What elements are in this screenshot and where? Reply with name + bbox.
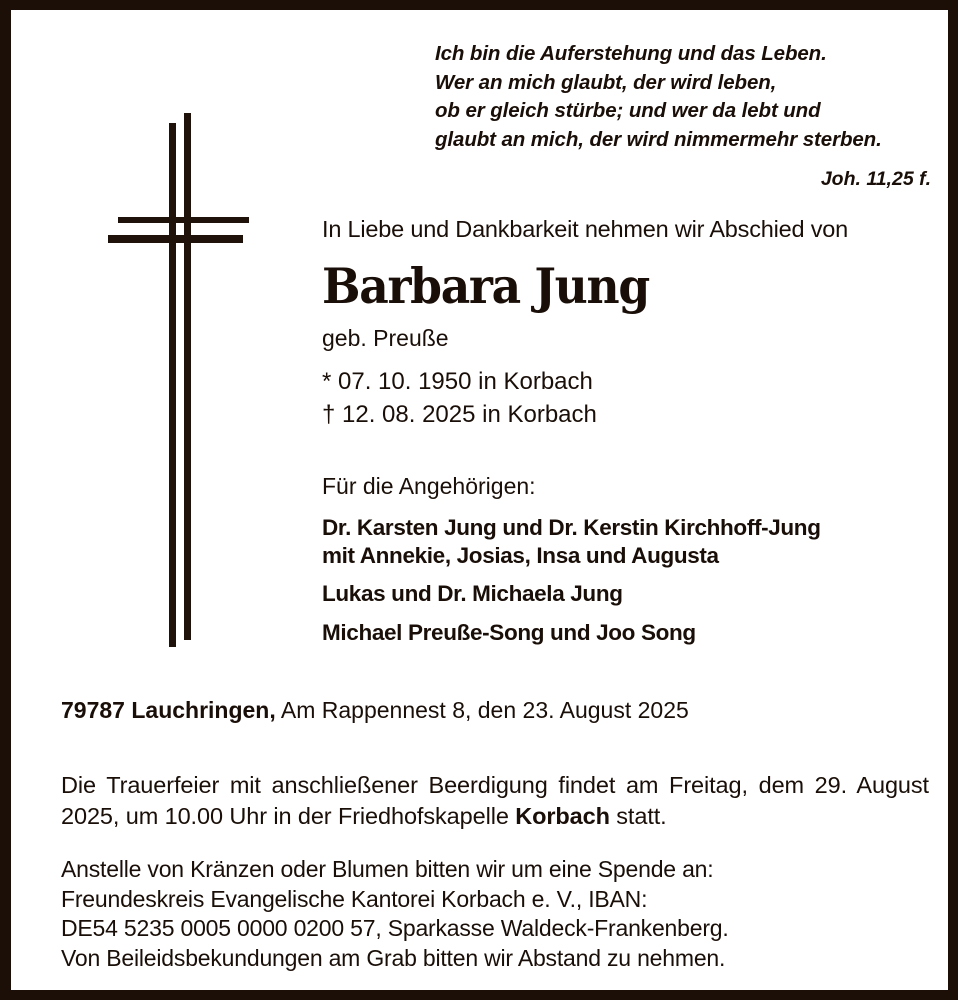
- survivors-list: [322, 514, 922, 646]
- farewell-intro: In Liebe und Dankbarkeit nehmen wir Abschied von: [322, 216, 849, 242]
- donation-line: Von Beileidsbekundungen am Grab bitten wir Abstand zu nehmen.: [61, 944, 726, 971]
- deceased-name: Barbara Jung: [322, 257, 649, 315]
- survivor-line: mit Annekie, Josias, Insa und Augusta: [322, 542, 719, 568]
- place-address-date: Am Rappennest 8, den 23. August 2025: [275, 697, 689, 723]
- ceremony-text-start: Die Trauerfeier mit anschließener Beerdigung findet am Freitag, dem 29. August 2025, um 10.00 Uhr in der Friedhofskapelle: [61, 772, 929, 829]
- ceremony-location: Korbach: [515, 803, 610, 829]
- survivor-group: [322, 580, 922, 608]
- verse-reference: Joh. 11,25 f.: [820, 168, 931, 190]
- verse-line: glaubt an mich, der wird nimmermehr sterben.: [435, 127, 882, 151]
- birth-date: * 07. 10. 1950 in Korbach: [322, 368, 593, 395]
- survivors-label: Für die Angehörigen:: [322, 473, 536, 499]
- survivor-line: Lukas und Dr. Michaela Jung: [322, 581, 623, 606]
- maiden-name: geb. Preuße: [322, 325, 449, 351]
- ceremony-text-end: statt.: [609, 803, 667, 829]
- donation-paragraph: [61, 855, 941, 973]
- ceremony-paragraph: [61, 770, 929, 832]
- verse-line: Ich bin die Auferstehung und das Leben.: [435, 42, 827, 65]
- donation-line: Freundeskreis Evangelische Kantorei Korbach e. V., IBAN:: [61, 885, 648, 912]
- donation-line: Anstelle von Kränzen oder Blumen bitten wir um eine Spende an:: [61, 856, 714, 882]
- donation-line-iban: DE54 5235 0005 0000 0200 57, Sparkasse Waldeck-Frankenberg.: [61, 915, 729, 941]
- survivor-group: [322, 514, 922, 569]
- life-dates: [322, 365, 597, 431]
- scripture-verse: [435, 40, 935, 154]
- cross-icon: [89, 95, 269, 665]
- verse-line: ob er gleich stürbe; und wer da lebt und: [435, 99, 821, 122]
- notice-inner: [11, 10, 948, 990]
- place-date-line: [61, 696, 689, 724]
- survivor-group: [322, 619, 922, 647]
- place-postal-city: 79787 Lauchringen,: [61, 697, 276, 723]
- death-date: † 12. 08. 2025 in Korbach: [322, 401, 597, 428]
- verse-line: Wer an mich glaubt, der wird leben,: [435, 70, 777, 94]
- survivor-line: Dr. Karsten Jung und Dr. Kerstin Kirchhoff-Jung: [322, 515, 821, 540]
- survivor-line: Michael Preuße-Song und Joo Song: [322, 619, 696, 645]
